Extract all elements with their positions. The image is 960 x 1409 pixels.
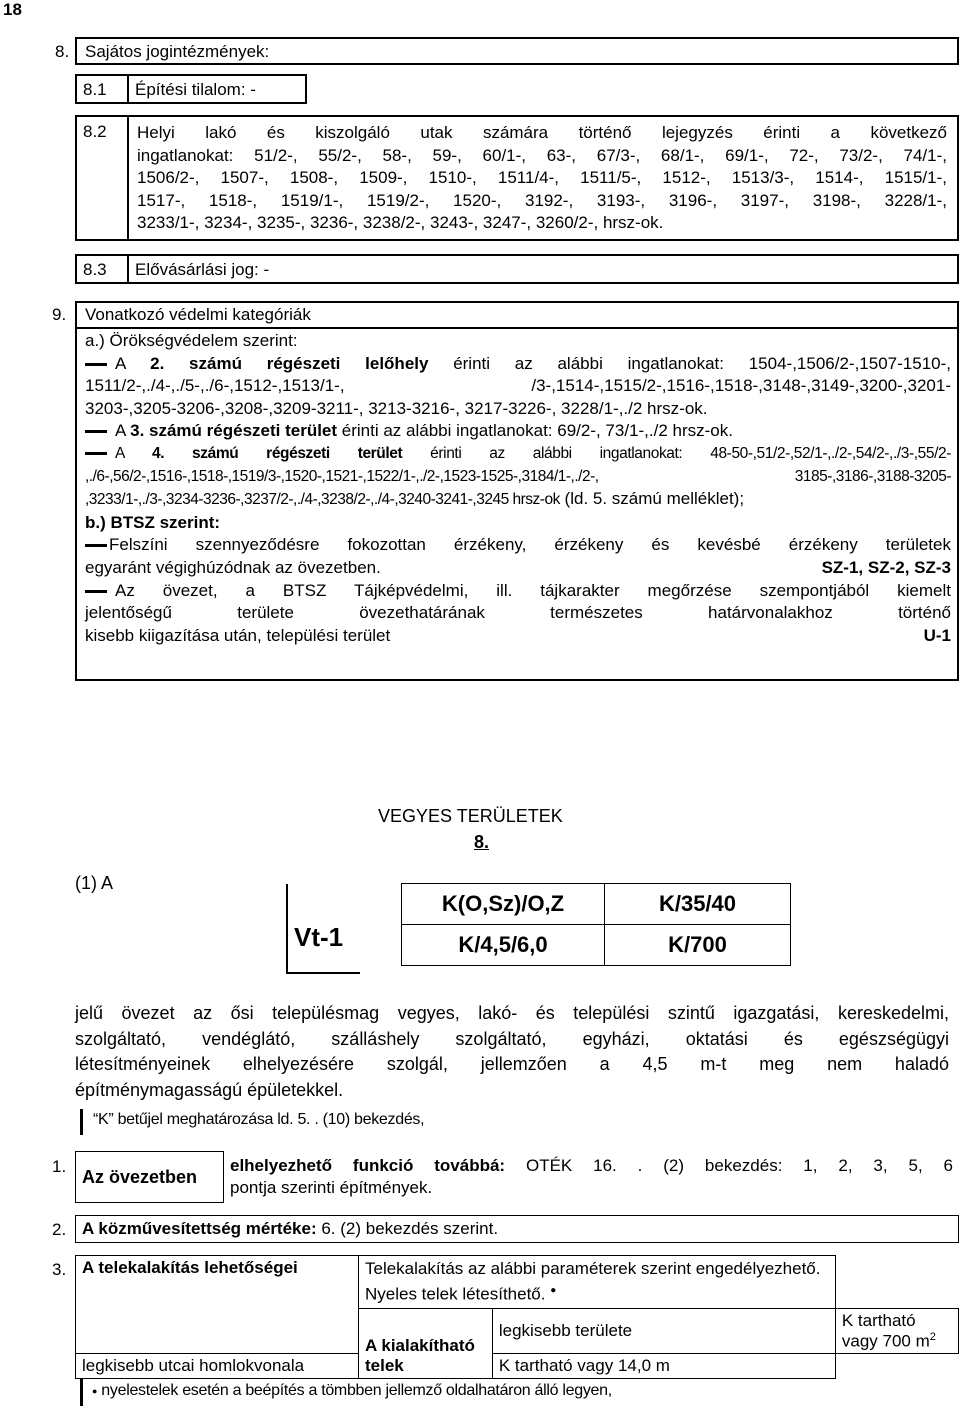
vegyes-title: VEGYES TERÜLETEK xyxy=(378,806,563,826)
item-3-label-2: A kialakítható telek xyxy=(359,1308,493,1379)
text-line: 1506/2-, 1507-, 1508-, 1509-, 1510-, 1511/4-, 1511/5-, 1512-, 1513/3-, 1514-, 1515/1-, xyxy=(137,168,947,187)
row-1-value: K tartható vagy 700 $m^2$ xyxy=(835,1308,958,1354)
k-param-4: K/700 xyxy=(605,925,791,966)
item-1-table xyxy=(75,1151,959,1203)
footnote-bar xyxy=(80,1378,83,1406)
dash-bullet-icon xyxy=(85,544,107,547)
vegyes-section: 8. xyxy=(474,832,490,852)
section-8-1-number: 8.1 xyxy=(83,80,107,99)
item-3-table xyxy=(75,1255,959,1379)
item-3-text2: Nyeles telek létesíthető. xyxy=(365,1284,546,1304)
b1-line1: Felszíni szennyeződésre fokozottan érzékeny, érzékeny és kevésbé érzékeny területek xyxy=(85,534,951,557)
page-number: 18 xyxy=(3,0,22,19)
section-8-1-title: Építési tilalom: - xyxy=(135,80,256,99)
a4-line2: ,./6-,56/2-,1516-,1518-,1519/3-,1520-,1521-,1522/1-,./2-,1523-1525-,3184/1-,./2-, 3185-,3186-,3188-3205- xyxy=(85,467,951,485)
dash-bullet-icon xyxy=(85,363,107,366)
text-line: Helyi lakó és kiszolgáló utak számára történő lejegyzés érinti a következő xyxy=(137,123,947,142)
vegyes-description xyxy=(75,1001,949,1103)
a4-line3: ,3233/1-,./3-,3234-3236-,3237/2-,./4-,3238/2-,./4-,3240-3241-,3245 hrsz-ok (ld. 5. számú melléklet); xyxy=(85,489,745,509)
desc-line: létesítményeinek elhelyezésére szolgál, jellemzően a 4,5 m-t meg nem haladó xyxy=(75,1054,949,1074)
item-3-number: 3. xyxy=(52,1260,67,1279)
section-9-content xyxy=(85,330,951,647)
divider xyxy=(127,117,129,239)
a3-bold: 3. számú régészeti terület xyxy=(130,421,338,441)
a2-rest: érinti az alábbi ingatlanokat: 1504-,1506/2-,1507-1510-, xyxy=(428,353,951,373)
item-1-label: Az övezetben xyxy=(76,1152,224,1203)
section-8-title: Sajátos jogintézmények: xyxy=(85,42,270,61)
divider xyxy=(77,327,957,329)
dash-bullet-icon xyxy=(85,590,107,593)
divider xyxy=(127,76,129,102)
a4-bold: 4. számú régészeti terület xyxy=(152,444,403,462)
b2-code: U-1 xyxy=(923,625,951,645)
a2-line3: 3203-,3205-3206-,3208-,3209-3211-, 3213-3216-, 3217-3226-, 3228/1-,./2 hrsz-ok. xyxy=(85,398,708,418)
a2-line: A 2. számú régészeti lelőhely érinti az alábbi ingatlanokat: 1504-,1506/2-,1507-1510-, xyxy=(85,353,951,376)
text-line: 3233/1-, 3234-, 3235-, 3236-, 3238/2-, 3243-, 3247-, 3260/2-, hrsz-ok. xyxy=(137,213,664,232)
section-9-number: 9. xyxy=(52,305,67,324)
row-2-value: K tartható vagy 14,0 m xyxy=(492,1354,835,1379)
bullet-icon: ● xyxy=(92,1385,98,1396)
item-3-text: Telekalakítás az alábbi paraméterek szerint engedélyezhető. Nyeles telek létesíthető. ● xyxy=(359,1256,836,1309)
section-8-box xyxy=(55,37,959,65)
section-8-2-box xyxy=(75,115,959,241)
section-8-1-box xyxy=(75,74,307,104)
subsection-b-title: b.) BTSZ szerint: xyxy=(85,512,221,532)
divider xyxy=(127,256,129,282)
section-8-3-box xyxy=(75,254,959,284)
item-2-number: 2. xyxy=(52,1220,67,1239)
b2-line2: jelentőségű területe övezethatárának természetes határvonalakhoz történő xyxy=(85,603,951,623)
subsection-a-title: a.) Örökségvédelem szerint: xyxy=(85,331,298,350)
item-1-bold: elhelyezhető funkció továbbá: xyxy=(230,1156,506,1175)
item-1-number: 1. xyxy=(52,1157,67,1176)
zone-code: Vt-1 xyxy=(294,922,344,952)
k-param-3: K/4,5/6,0 xyxy=(402,925,605,966)
a3-line: A 3. számú régészeti terület érinti az alábbi ingatlanokat: 69/2-, 73/1-,./2 hrsz-ok. xyxy=(85,420,951,443)
footnote xyxy=(92,1382,612,1400)
b1-codes: SZ-1, SZ-2, SZ-3 xyxy=(821,557,951,577)
item-2-box xyxy=(75,1215,959,1243)
dash-bullet-icon xyxy=(85,452,107,455)
desc-line: építménymagasságú épületekkel. xyxy=(75,1079,344,1100)
vegyes-intro: (1) A xyxy=(75,873,114,893)
item-2-rest: 6. (2) bekezdés szerint. xyxy=(316,1219,499,1238)
k-param-2: K/35/40 xyxy=(605,884,791,925)
text-line: 1517-, 1518-, 1519/1-, 1519/2-, 1520-, 3192-, 3193-, 3196-, 3197-, 3198-, 3228/1-, xyxy=(137,190,947,210)
section-8-2-number: 8.2 xyxy=(83,122,107,141)
footnote-text: nyelestelek esetén a beépítés a tömbben jellemző oldalhatáron álló legyen, xyxy=(101,1382,612,1399)
dash-bullet-icon xyxy=(85,430,107,433)
a2-line2: 1511/2-,./4-,./5-,./6-,1512-,1513/1-, /3-,1514-,1515/2-,1516-,1518-,3148-,3149-,3200-,3201- xyxy=(85,376,951,396)
section-8-3-title: Elővásárlási jog: - xyxy=(135,260,270,279)
a4-rest: érinti az alábbi ingatlanokat: 48-50-,51/2-,52/1-,./2-,54/2-,./3-,55/2- xyxy=(402,444,951,462)
row-1-label: legkisebb területe xyxy=(492,1308,835,1354)
item-1-text: elhelyezhető funkció továbbá: OTÉK 16. . (2) bekezdés: 1, 2, 3, 5, 6 pontja szerinti építmények. xyxy=(230,1156,954,1197)
item-2-bold: A közművesítettség mértéke: xyxy=(82,1219,317,1238)
item-1-line2: pontja szerinti építmények. xyxy=(230,1178,433,1197)
zone-stamp xyxy=(286,884,360,974)
b2-line1: Az övezet, a BTSZ Tájképvédelmi, ill. tájkarakter megőrzése szempontjából kiemelt xyxy=(85,580,951,603)
item-3-text1: Telekalakítás az alábbi paraméterek szerint engedélyezhető. xyxy=(365,1259,821,1278)
section-9-title: Vonatkozó védelmi kategóriák xyxy=(85,305,311,324)
k-note: “K” betűjel meghatározása ld. 5. . (10) bekezdés, xyxy=(93,1111,425,1128)
a3-rest: érinti az alábbi ingatlanokat: 69/2-, 73/1-,./2 hrsz-ok. xyxy=(337,421,733,441)
b2-line3: kisebb kiigazítása után, települési terület U-1 xyxy=(85,625,951,648)
item-3-label-1: A telekalakítás lehetőségei xyxy=(76,1256,359,1354)
section-8-2-text xyxy=(137,122,947,235)
a2-bold: 2. számú régészeti lelőhely xyxy=(150,353,429,373)
text-line: ingatlanokat: 51/2-, 55/2-, 58-, 59-, 60/1-, 63-, 67/3-, 68/1-, 69/1-, 72-, 73/2-, 74/1-, xyxy=(137,145,947,165)
b1-line2: egyaránt végighúzódnak az övezetben. SZ-1, SZ-2, SZ-3 xyxy=(85,557,951,580)
section-8-number: 8. xyxy=(55,42,70,61)
note-bar xyxy=(80,1109,83,1135)
row-2-label: legkisebb utcai homlokvonala xyxy=(76,1354,359,1379)
desc-line: jelű övezet az ősi településmag vegyes, lakó- és települési szintű igazgatási, kereskedelmi, xyxy=(75,1003,949,1023)
section-8-3-number: 8.3 xyxy=(83,260,107,279)
k-param-1: K(O,Sz)/O,Z xyxy=(402,884,605,925)
zone-parameters-table xyxy=(401,883,791,966)
desc-line: szolgáltató, vendéglátó, szálláshely szolgáltató, egyházi, oktatási és egészségügyi xyxy=(75,1028,949,1049)
a4-line: A 4. számú régészeti terület érinti az alábbi ingatlanokat: 48-50-,51/2-,52/1-,./2-,54/2-,./3-,55/2- xyxy=(85,443,951,466)
section-9-box xyxy=(75,301,959,681)
